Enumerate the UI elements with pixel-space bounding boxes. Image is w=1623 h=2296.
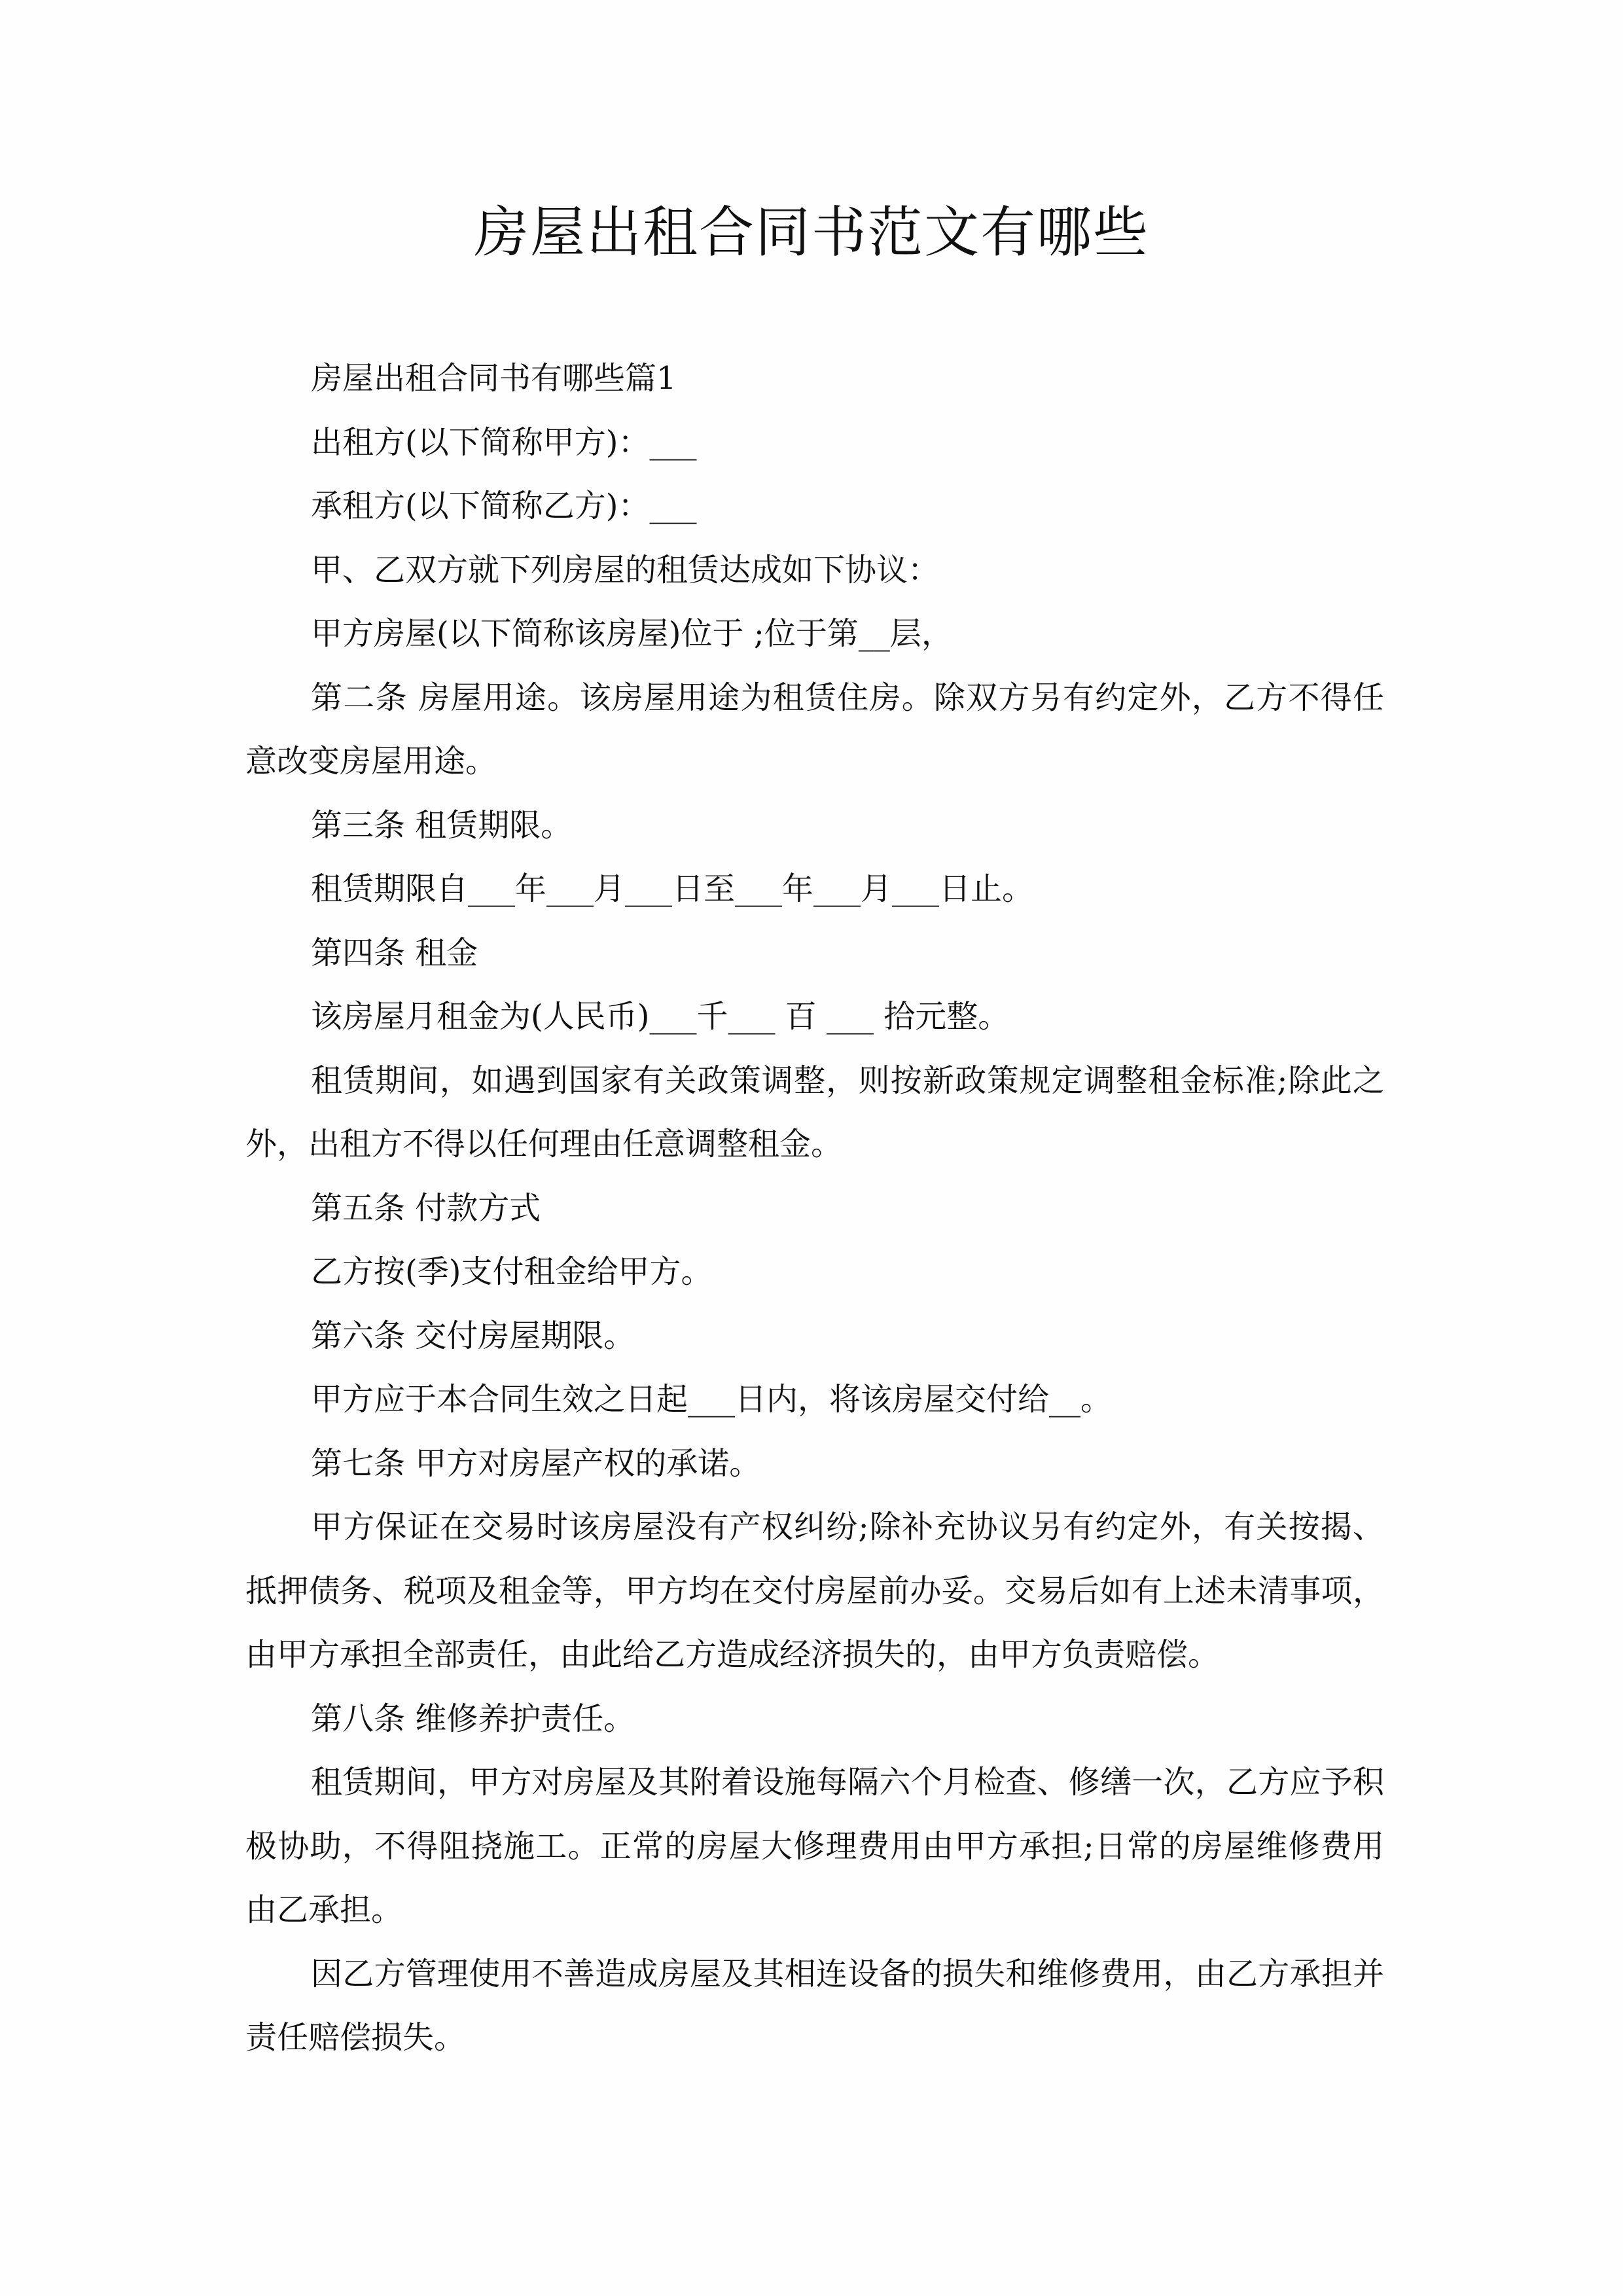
ownership-guarantee: 甲方保证在交易时该房屋没有产权纠纷;除补充协议另有约定外，有关按揭、抵押债务、税项及租金等，甲方均在交付房屋前办妥。交易后如有上述未清事项，由甲方承担全部责任，由此给乙方造成经济损失的，由甲方负责赔偿。 (245, 1509, 1384, 1673)
article-3-heading: 第三条 租赁期限。 (311, 806, 573, 844)
document-body (245, 347, 1384, 2070)
article-5-heading: 第五条 付款方式 (311, 1189, 541, 1227)
monthly-rent: 该房屋月租金为(人民币)___千___ 百 ___ 拾元整。 (311, 998, 1010, 1035)
article-7-heading: 第七条 甲方对房屋产权的承诺。 (311, 1444, 761, 1482)
rent-adjustment: 租赁期间，如遇到国家有关政策调整，则按新政策规定调整租金标准;除此之外，出租方不得以任何理由任意调整租金。 (245, 1062, 1384, 1162)
payment-method: 乙方按(季)支付租金给甲方。 (311, 1253, 713, 1290)
lessor-field: 出租方(以下简称甲方)：___ (311, 423, 697, 461)
article-4-heading: 第四条 租金 (311, 934, 478, 971)
article-6-heading: 第六条 交付房屋期限。 (311, 1317, 635, 1354)
delivery-term: 甲方应于本合同生效之日起___日内，将该房屋交付给__。 (311, 1381, 1113, 1418)
article-8-heading: 第八条 维修养护责任。 (311, 1700, 635, 1737)
document-title: 房屋出租合同书范文有哪些 (473, 200, 1149, 264)
agreement-intro: 甲、乙双方就下列房屋的租赁达成如下协议： (311, 551, 940, 588)
lease-term: 租赁期限自___年___月___日至___年___月___日止。 (311, 870, 1034, 907)
section-heading: 房屋出租合同书有哪些篇1 (311, 360, 677, 397)
damage-liability: 因乙方管理使用不善造成房屋及其相连设备的损失和维修费用，由乙方承担并责任赔偿损失。 (245, 1955, 1384, 2056)
maintenance-terms: 租赁期间，甲方对房屋及其附着设施每隔六个月检查、修缮一次，乙方应予积极协助，不得阻挠施工。正常的房屋大修理费用由甲方承担;日常的房屋维修费用由乙承担。 (245, 1764, 1384, 1928)
article-2-usage: 第二条 房屋用途。该房屋用途为租赁住房。除双方另有约定外，乙方不得任意改变房屋用途。 (245, 679, 1384, 780)
property-location: 甲方房屋(以下简称该房屋)位于 ;位于第__层， (311, 615, 953, 652)
lessee-field: 承租方(以下简称乙方)：___ (311, 488, 697, 524)
